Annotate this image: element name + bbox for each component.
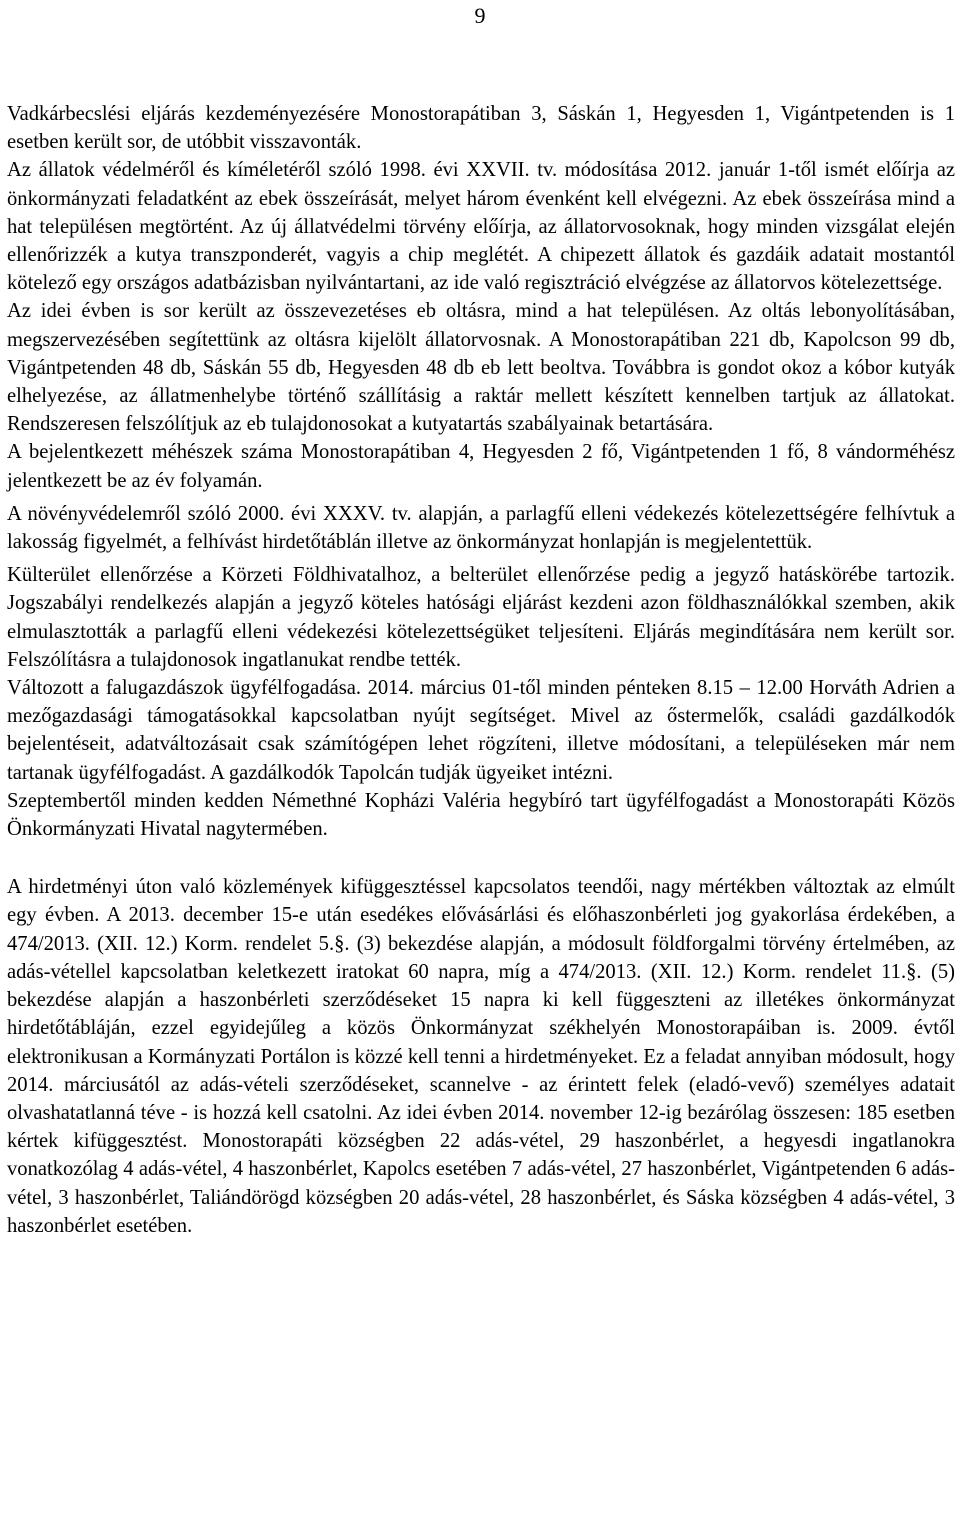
paragraph-land-inspection: Külterület ellenőrzése a Körzeti Földhivatalhoz, a belterület ellenőrzése pedig a jegyző hatáskörébe tartozik. Jogszabályi rendelkezés alapján a jegyző köteles hatósági eljárást kezdeni azon földhasználókkal szemben, akik elmulasztották a parlagfű elleni védekezési kötelezettségüket teljesíteni. Eljárás megindítására nem került sor. Felszólításra a tulajdonosok ingatlanukat rendbe tették. xyxy=(7,564,955,671)
paragraph-ragweed-control: A növényvédelemről szóló 2000. évi XXXV. tv. alapján, a parlagfű elleni védekezés kötelezettségére felhívtuk a lakosság figyelmét, a felhívást hirdetőtáblán illetve az önkormányzat honlapján is megjelentettük. xyxy=(7,502,955,554)
paragraph-farm-advisors: Változott a falugazdászok ügyfélfogadása. 2014. március 01-től minden pénteken 8.15 – 12.00 Horváth Adrien a mezőgazdasági támogatásokkal kapcsolatban nyújt segítséget. Mivel az őstermelők, családi gazdálkodók bejelentéseit, adatváltozásait csak számítógépen lehet rögzíteni, illetve módosítani, a településeken már nem tartanak ügyfélfogadást. A gazdálkodók Tapolcán tudják ügyeiket intézni. xyxy=(7,677,955,784)
paragraph-rabies-vaccination: Az idei évben is sor került az összevezetéses eb oltásra, mind a hat településen. Az oltás lebonyolításában, megszervezésében segítettünk az oltásra kijelölt állatorvosnak. A Monostorapátiban 221 db, Kapolcson 99 db, Vigántpetenden 48 db, Sáskán 55 db, Hegyesden 48 db eb lett beoltva. Továbbra is gondot okoz a kóbor kutyák elhelyezése, az állatmenhelybe történő szállításig a raktár mellett készített kennelben tartjuk az állatokat. Rendszeresen felszólítjuk az eb tulajdonosokat a kutyatartás szabályainak betartására. xyxy=(7,300,955,436)
paragraph-vineyard-official: Szeptembertől minden kedden Némethné Kopházi Valéria hegybíró tart ügyfélfogadást a Monostorapáti Közös Önkormányzati Hivatal nagytermében. xyxy=(7,789,955,841)
paragraph-damage-assessment: Vadkárbecslési eljárás kezdeményezésére Monostorapátiban 3, Sáskán 1, Hegyesden 1, Vigántpetenden is 1 esetben került sor, de utóbbit visszavonták. xyxy=(7,103,955,154)
paragraph-animal-protection-law: Az állatok védelméről és kíméletéről szóló 1998. évi XXVII. tv. módosítása 2012. január 1-től ismét előírja az önkormányzati feladatként az ebek összeírását, melyet három évenként kell elvégezni. Az ebek összeírása mind a hat településen megtörtént. Az új állatvédelmi törvény előírja, az állatorvosoknak, hogy minden vizsgálat elején ellenőrizzék a kutya transzponderét, vagyis a chip meglétét. A chipezett állatok és gazdáik adatait mostantól kötelező egy országos adatbázisban nyilvántartani, az ide való regisztráció elvégzése az állatorvos kötelezettsége. xyxy=(7,159,955,295)
document-body xyxy=(7,100,955,1240)
paragraph-beekeepers: A bejelentkezett méhészek száma Monostorapátiban 4, Hegyesden 2 fő, Vigántpetenden 1 fő, 8 vándorméhész jelentkezett be az év folyamán. xyxy=(7,441,955,492)
paragraph-public-notices: A hirdetményi úton való közlemények kifüggesztéssel kapcsolatos teendői, nagy mértékben változtak az elmúlt egy évben. A 2013. december 15-e után esedékes elővásárlási és előhaszonbérleti jog gyakorlása érdekében, a 474/2013. (XII. 12.) Korm. rendelet 5.§. (3) bekezdése alapján, a módosult földforgalmi törvény értelmében, az adás-vétellel kapcsolatban keletkezett iratokat 60 napra, míg a 474/2013. (XII. 12.) Korm. rendelet 11.§. (5) bekezdése alapján a haszonbérleti szerződéseket 15 napra ki kell függeszteni az illetékes önkormányzat hirdetőtábláján, ezzel egyidejűleg a közös Önkormányzat székhelyén Monostorapáiban is. 2009. évtől elektronikusan a Kormányzati Portálon is közzé kell tenni a hirdetményeket. Ez a feladat annyiban módosult, hogy 2014. márciusától az adás-vételi szerződéseket, scannelve - az érintett felek (eladó-vevő) személyes adatait olvashatatlanná téve - is hozzá kell csatolni. Az idei évben 2014. november 12-ig bezárólag összesen: 185 esetben kértek kifüggesztést. Monostorapáti községben 22 adás-vétel, 29 haszonbérlet, a hegyesdi ingatlanokra vonatkozólag 4 adás-vétel, 4 haszonbérlet, Kapolcs esetében 7 adás-vétel, 27 haszonbérlet, Vigántpetenden 6 adás-vétel, 3 haszonbérlet, Taliándörögd községben 20 adás-vétel, 28 haszonbérlet, és Sáska községben 4 adás-vétel, 3 haszonbérlet esetében. xyxy=(7,876,955,1237)
page-number: 9 xyxy=(474,3,486,28)
